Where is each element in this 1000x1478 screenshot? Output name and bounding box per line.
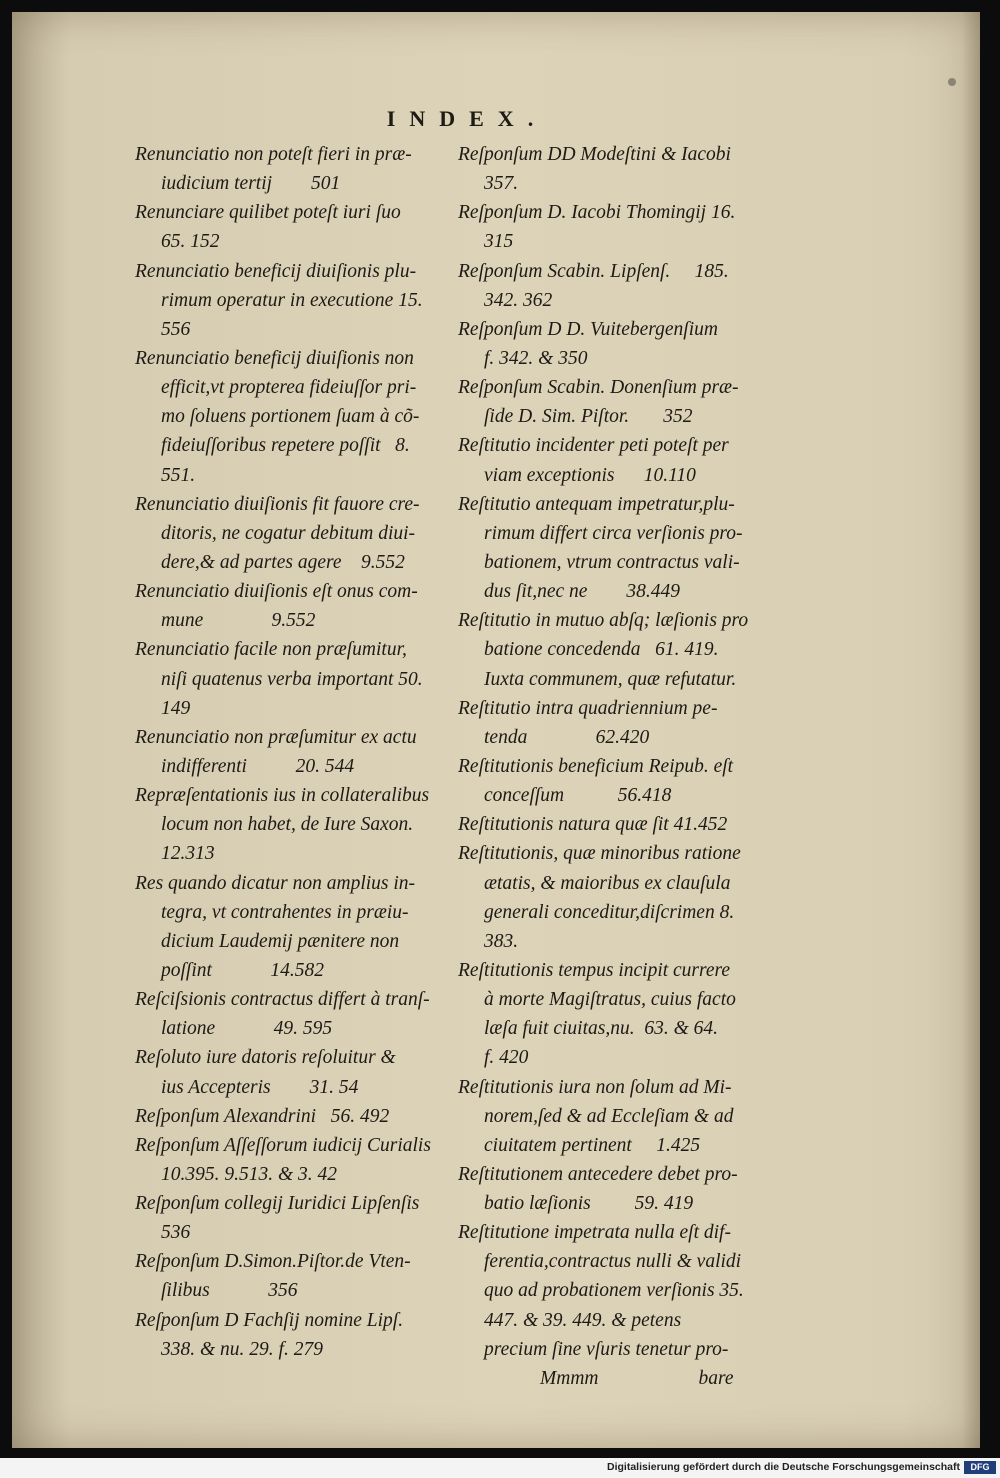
index-line: Reſtitutionis tempus incipit currere (458, 959, 731, 981)
index-line: Reſtitutio intra quadriennium pe- (458, 697, 718, 719)
index-line: 10.395. 9.513. & 3. 42 (161, 1163, 338, 1185)
index-line: quo ad probationem verſionis 35. (484, 1280, 744, 1302)
index-line: f. 342. & 350 (484, 347, 588, 369)
index-line: conceſſum 56.418 (484, 785, 672, 807)
dfg-logo: DFG (964, 1461, 996, 1474)
index-line: 551. (161, 464, 196, 486)
index-line: Reſtitutionis, quæ minoribus ratione (458, 843, 741, 865)
index-line: mune 9.552 (161, 610, 316, 632)
index-line: Renunciatio facile non præſumitur, (135, 639, 407, 661)
index-line: batione concedenda 61. 419. (484, 639, 719, 661)
index-line: Iuxta communem, quæ refutatur. (484, 668, 737, 690)
index-line: Reſponſum D.Simon.Piſtor.de Vten- (135, 1251, 411, 1273)
index-line: 536 (161, 1222, 191, 1244)
index-line: Reſponſum Alexandrini 56. 492 (135, 1105, 390, 1127)
index-line: Renunciatio non præſumitur ex actu (135, 726, 417, 748)
index-line: precium ſine vſuris tenetur pro- (484, 1338, 729, 1360)
index-line: ſilibus 356 (161, 1280, 298, 1302)
index-line: Renunciatio beneficij diuiſionis non (135, 347, 414, 369)
index-line: efficit,vt propterea fideiuſſor pri- (161, 377, 417, 399)
index-line: batio læſionis 59. 419 (484, 1193, 694, 1215)
signature-line (458, 1364, 768, 1393)
index-line: Reſponſum Aſſeſſorum iudicij Curialis (135, 1134, 431, 1156)
index-line: generali conceditur,diſcrimen 8. (484, 901, 735, 923)
left-index-column (135, 140, 465, 1364)
index-line: Renunciatio non poteſt fieri in præ- (135, 144, 412, 165)
index-line: poſſint 14.582 (161, 959, 325, 981)
index-line: ditoris, ne cogatur debitum diui- (161, 522, 416, 544)
footer-credit: Digitalisierung gefördert durch die Deutsche Forschungsgemeinschaft (607, 1461, 960, 1473)
index-line: 338. & nu. 29. f. 279 (161, 1338, 323, 1360)
index-line: Reſponſum D D. Vuitebergenſium (458, 318, 718, 340)
index-line: 383. (484, 930, 519, 952)
index-line: 65. 152 (161, 231, 220, 253)
index-line: locum non habet, de Iure Saxon. (161, 814, 414, 836)
index-line: tenda 62.420 (484, 726, 650, 748)
index-line: Reſtitutionis iura non ſolum ad Mi- (458, 1076, 732, 1098)
index-line: dicium Laudemij pænitere non (161, 930, 400, 952)
index-line: Reſtitutionis natura quæ ſit 41.452 (458, 814, 728, 836)
index-line: mo ſoluens portionem ſuam à cõ- (161, 406, 420, 428)
index-line: 149 (161, 697, 191, 719)
index-line: 12.313 (161, 843, 215, 865)
index-line: Renunciatio diuiſionis eſt onus com- (135, 581, 418, 603)
index-line: Reſoluto iure datoris reſoluitur & (135, 1047, 396, 1069)
index-line: Reſtitutio antequam impetratur,plu- (458, 493, 735, 515)
signature-mark: Mmmm (540, 1367, 599, 1389)
index-line: Renunciatio diuiſionis fit fauore cre- (135, 493, 420, 515)
index-line: ſide D. Sim. Piſtor. 352 (484, 406, 693, 428)
index-line: 357. (484, 173, 519, 195)
index-line: tegra, vt contrahentes in præiu- (161, 901, 409, 923)
catchword: bare (698, 1367, 734, 1389)
index-line: Reſponſum DD Modeſtini & Iacobi (458, 144, 731, 165)
index-line: niſi quatenus verba important 50. (161, 668, 423, 690)
index-line: ciuitatem pertinent 1.425 (484, 1134, 701, 1156)
index-line: dere,& ad partes agere 9.552 (161, 551, 405, 573)
index-line: norem,ſed & ad Eccleſiam & ad (484, 1105, 734, 1127)
index-line: Reſponſum collegij Iuridici Lipſenſis (135, 1193, 420, 1215)
index-line: latione 49. 595 (161, 1018, 333, 1040)
index-line: rimum operatur in executione 15. (161, 289, 423, 311)
right-index-column (458, 140, 768, 1393)
index-line: Reſponſum D. Iacobi Thomingij 16. (458, 202, 736, 224)
index-line: Reſtitutionis beneficium Reipub. eſt (458, 755, 734, 777)
index-line: 315 (484, 231, 514, 253)
footer-bar (0, 1458, 1000, 1478)
index-line: f. 420 (484, 1047, 529, 1069)
index-line: Reſtitutione impetrata nulla eſt dif- (458, 1222, 731, 1244)
index-line: rimum differt circa verſionis pro- (484, 522, 743, 544)
index-line: Reſponſum Scabin. Donenſium præ- (458, 377, 739, 399)
page-fold-shadow (962, 12, 980, 1448)
index-line: Reſponſum D Fachſij nomine Lipſ. (135, 1309, 404, 1331)
index-line: ferentia,contractus nulli & validi (484, 1251, 742, 1273)
index-line: 447. & 39. 449. & petens (484, 1309, 682, 1331)
page-marker-dot (948, 78, 956, 86)
index-line: læſa fuit ciuitas,nu. 63. & 64. (484, 1018, 719, 1040)
index-line: à morte Magiſtratus, cuius facto (484, 989, 736, 1011)
index-line: fideiuſſoribus repetere poſſit 8. (161, 435, 410, 457)
index-line: 342. 362 (484, 289, 553, 311)
index-line: dus ſit,nec ne 38.449 (484, 581, 681, 603)
index-line: Repræſentationis ius in collateralibus (135, 785, 430, 807)
index-line: Renunciatio beneficij diuiſionis plu- (135, 260, 417, 282)
index-line: 556 (161, 318, 191, 340)
index-line: Reſponſum Scabin. Lipſenſ. 185. (458, 260, 729, 282)
index-line: Renunciare quilibet poteſt iuri ſuo (135, 202, 401, 224)
index-line: Reſtitutio incidenter peti poteſt per (458, 435, 729, 457)
index-line: indifferenti 20. 544 (161, 755, 355, 777)
index-line: Reſciſsionis contractus differt à tranſ- (135, 989, 430, 1011)
index-line: iudicium tertij 501 (161, 173, 341, 195)
index-line: ius Accepteris 31. 54 (161, 1076, 359, 1098)
index-line: bationem, vtrum contractus vali- (484, 551, 740, 573)
page-header: INDEX. (386, 106, 548, 131)
index-line: Res quando dicatur non amplius in- (135, 872, 416, 894)
index-line: Reſtitutionem antecedere debet pro- (458, 1163, 738, 1185)
index-line: ætatis, & maioribus ex clauſula (484, 872, 731, 894)
index-line: Reſtitutio in mutuo abſq; læſionis pro (458, 610, 749, 632)
index-line: viam exceptionis 10.110 (484, 464, 696, 486)
